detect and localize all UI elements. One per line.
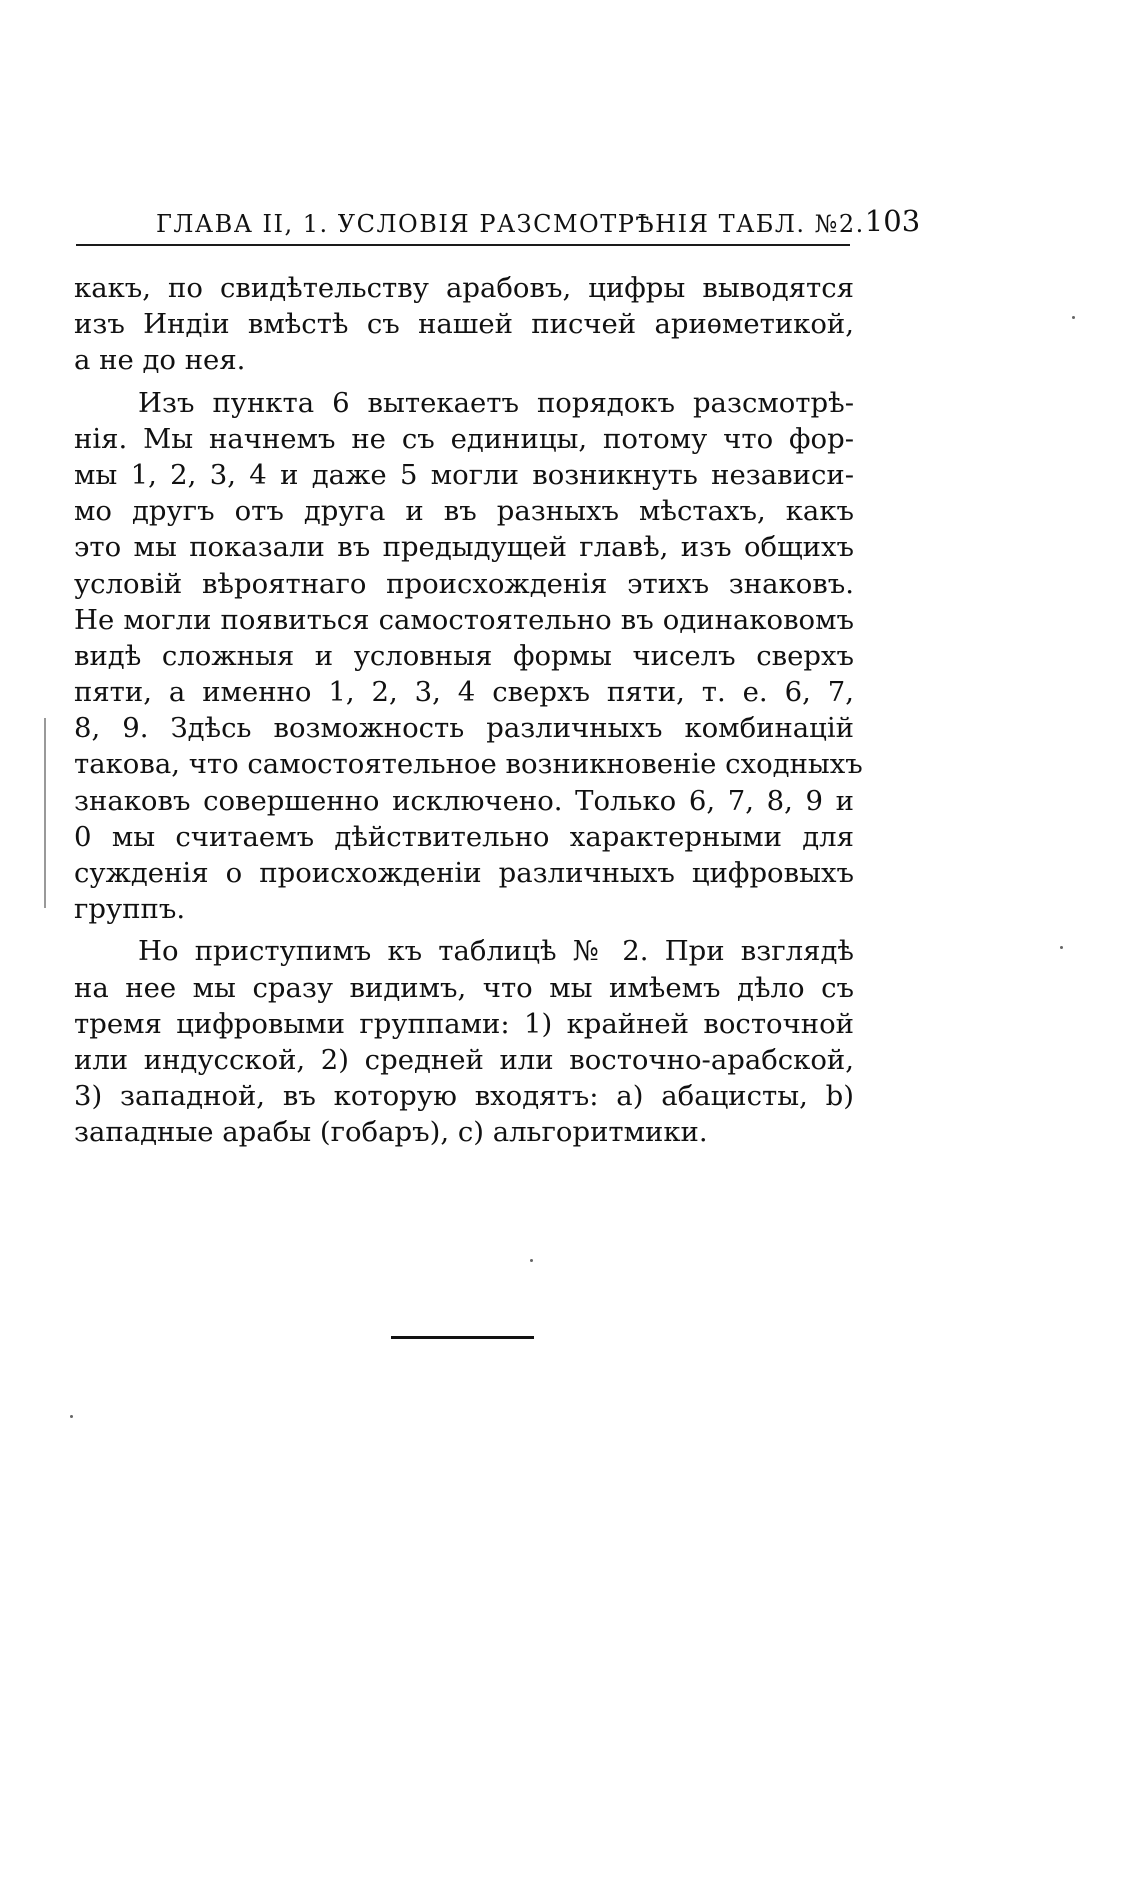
text-line: это мы показали въ предыдущей главѣ, изъ общихъ — [74, 531, 854, 564]
print-speck — [70, 1415, 73, 1418]
margin-mark — [44, 718, 46, 908]
text-line: знаковъ совершенно исключено. Только 6, 7, 8, 9 и — [74, 784, 854, 817]
text-line: Но приступимъ къ таблицѣ № 2. При взглядѣ — [138, 935, 854, 968]
text-line: сужденія о происхожденіи различныхъ цифровыхъ — [74, 857, 854, 889]
text-line: а не до нея. — [74, 344, 246, 377]
text-line: 0 мы считаемъ дѣйствительно характерными для — [74, 820, 854, 853]
text-line: тремя цифровыми группами: 1) крайней восточной — [74, 1007, 854, 1040]
text-line: какъ, по свидѣтельству арабовъ, цифры выводятся — [74, 272, 854, 304]
text-line: мы 1, 2, 3, 4 и даже 5 могли возникнуть независи- — [74, 458, 854, 491]
text-line: нія. Мы начнемъ не съ единицы, потому что фор- — [74, 422, 854, 455]
chapter-title: ГЛАВА II, 1. УСЛОВІЯ РАЗСМОТРѢНІЯ ТАБЛ. №2. — [156, 210, 865, 238]
text-line: пяти, а именно 1, 2, 3, 4 сверхъ пяти, т. е. 6, 7, — [74, 676, 854, 709]
text-line: или индусской, 2) средней или восточно-арабской, — [74, 1043, 854, 1076]
text-line: на нее мы сразу видимъ, что мы имѣемъ дѣло съ — [74, 971, 854, 1004]
text-line: Не могли появиться самостоятельно въ одинаковомъ — [74, 603, 854, 636]
text-line: Изъ пункта 6 вытекаетъ порядокъ разсмотрѣ- — [138, 386, 854, 419]
text-line: мо другъ отъ друга и въ разныхъ мѣстахъ, какъ — [74, 495, 854, 528]
text-line: изъ Индіи вмѣстѣ съ нашей писчей ариѳметикой, — [74, 308, 854, 341]
end-of-section-rule — [391, 1336, 534, 1339]
print-speck — [530, 1259, 533, 1262]
text-line: такова, что самостоятельное возникновеніе сходныхъ — [74, 748, 863, 781]
print-speck — [1060, 946, 1063, 949]
text-line: 8, 9. Здѣсь возможность различныхъ комбинацій — [74, 712, 854, 745]
text-line: видѣ сложныя и условныя формы чиселъ сверхъ — [74, 639, 854, 672]
text-line: условій вѣроятнаго происхожденія этихъ знаковъ. — [74, 567, 854, 600]
print-speck — [1072, 316, 1075, 319]
text-line: западные арабы (гобаръ), c) альгоритмики. — [74, 1116, 708, 1149]
text-line: группъ. — [74, 893, 186, 926]
text-line: 3) западной, въ которую входятъ: a) абацисты, b) — [74, 1080, 854, 1113]
body-text — [74, 270, 863, 1151]
running-head — [76, 194, 921, 246]
page-number: 103 — [864, 204, 921, 238]
